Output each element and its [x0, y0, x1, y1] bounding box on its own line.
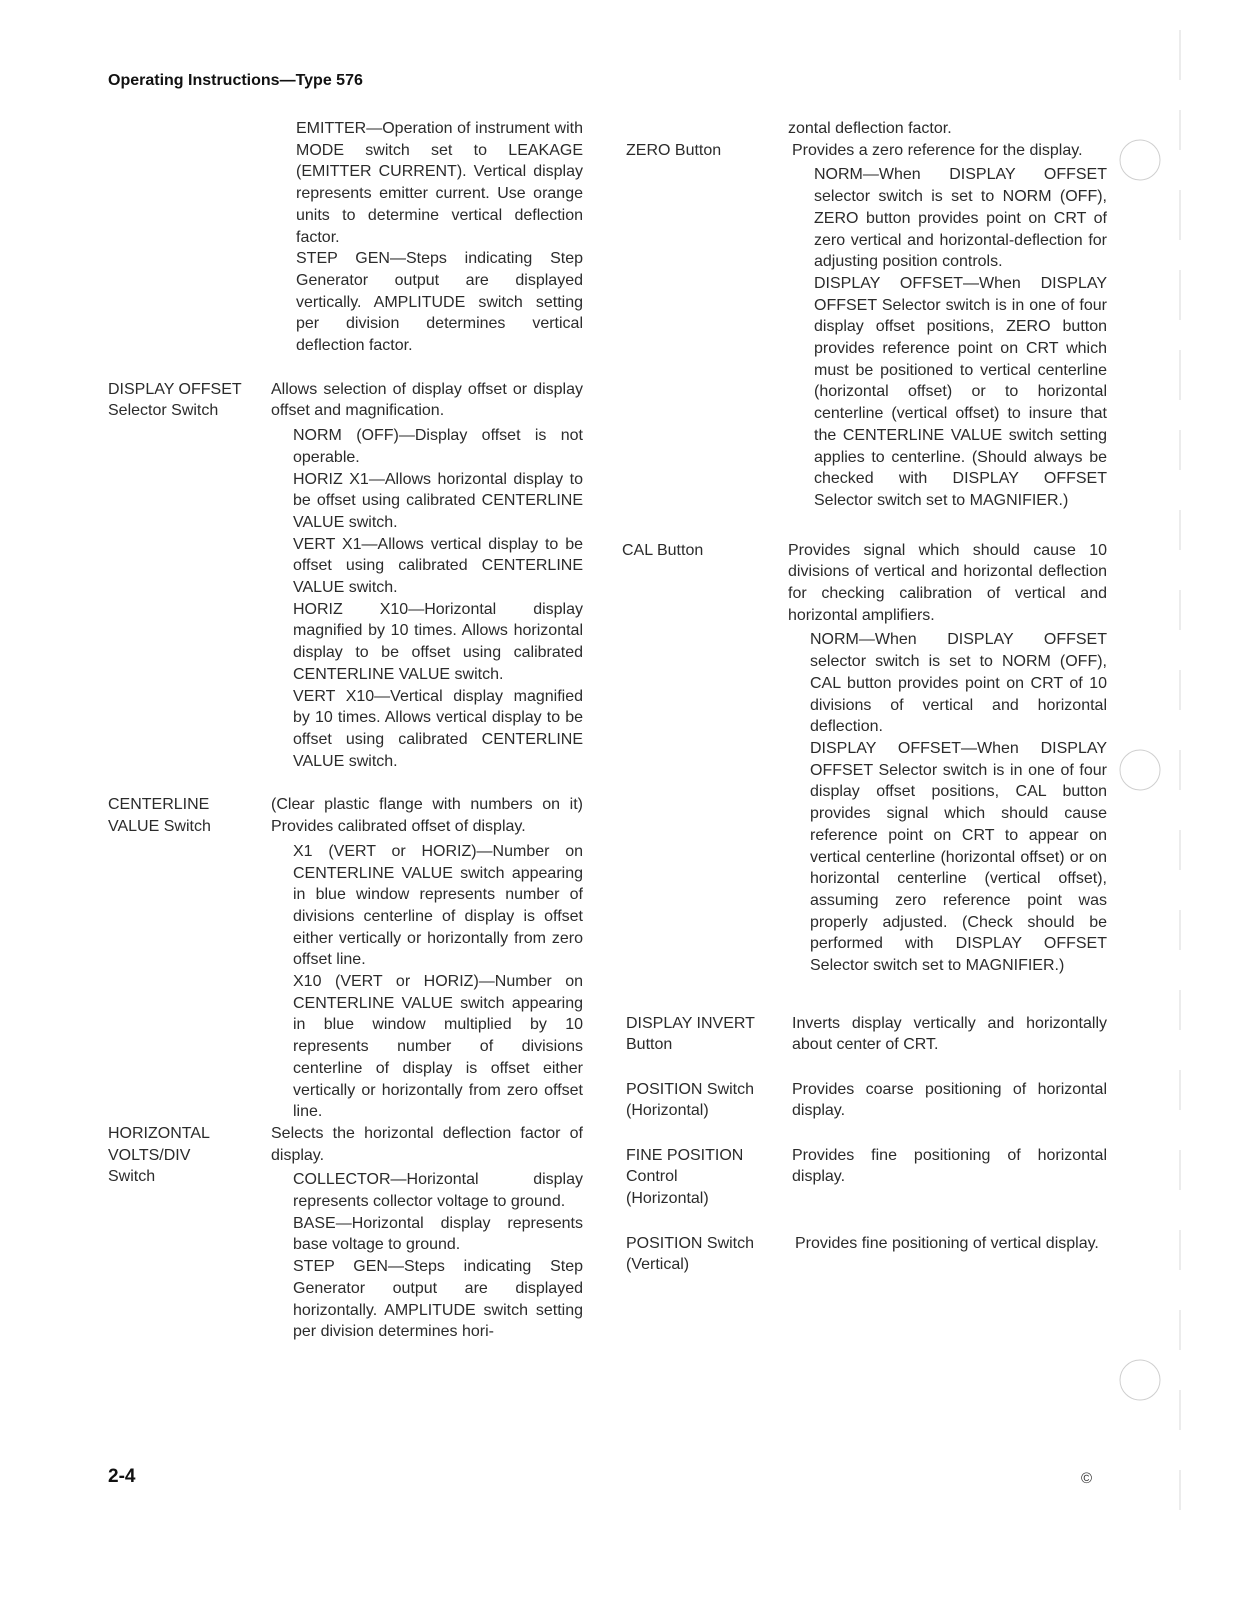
subitem: X10 (VERT or HORIZ)—Number on CENTERLINE VALUE switch appearing in blue window multiplied by 10 represents number of divisions centerline of display is offset either vertically or horizontally from zero offset line.	[293, 973, 583, 1121]
subitem: X1 (VERT or HORIZ)—Number on CENTERLINE VALUE switch appearing in blue window represents number of divisions centerline of display is offset either vertically or horizontally from zero offset line.	[293, 842, 583, 969]
subitem: DISPLAY OFFSET—When DISPLAY OFFSET Selector switch is in one of four display offset positions, CAL button provides signal which should cause reference point on CRT to appear on vertical centerline (horizontal offset) or on horizontal centerline (vertical offset), assuming zero reference point was properly adjusted. (Check should be performed with DISPLAY OFFSET Selector switch set to MAGNIFIER.)	[810, 739, 1107, 975]
binder-hole-marks	[1118, 0, 1198, 1600]
subitem: VERT X10—Vertical display magnified by 10 times. Allows vertical display to be offset using calibrated CENTERLINE VALUE switch.	[293, 687, 583, 770]
entry-term: HORIZONTAL VOLTS/DIV Switch	[108, 1124, 210, 1186]
entry-zero-button	[622, 140, 1107, 512]
right-top-continuation	[652, 118, 1107, 140]
entry-description	[271, 794, 583, 1123]
entry-description-text: Selects the horizontal deflection factor of display.	[271, 1124, 583, 1164]
continuation-paragraph: EMITTER—Operation of instrument with MODE switch set to LEAKAGE (EMITTER CURRENT). Vertical display represents emitter current. Use orange units to determine vertical deflection factor.	[296, 120, 583, 246]
entry-subitems	[293, 425, 583, 772]
entry-term: FINE POSITION Control (Horizontal)	[626, 1146, 744, 1208]
binder-hole-icon	[1120, 140, 1160, 180]
entry-description-text: Inverts display vertically and horizontally about center of CRT.	[792, 1014, 1107, 1054]
subitem: HORIZ X10—Horizontal display magnified by 10 times. Allows horizontal display to be offset using calibrated CENTERLINE VALUE switch.	[293, 600, 583, 683]
entry-subitems	[293, 1169, 583, 1343]
entry-position-switch-vertical	[622, 1233, 1107, 1277]
entry-description	[788, 540, 1107, 977]
right-column	[622, 118, 1107, 1277]
entry-description	[792, 1145, 1107, 1211]
entry-subitems	[814, 164, 1107, 511]
entry-fine-position-control	[622, 1145, 1107, 1211]
left-top-continuation	[108, 118, 583, 357]
entry-description	[271, 379, 583, 773]
entry-description	[792, 140, 1107, 512]
entry-description-text: (Clear plastic flange with numbers on it) Provides calibrated offset of display.	[271, 796, 583, 836]
entry-subitems	[810, 629, 1107, 976]
page-header: Operating Instructions—Type 576	[108, 72, 363, 89]
page-number: 2-4	[108, 1466, 136, 1487]
entry-description	[795, 1233, 1107, 1277]
subitem: COLLECTOR—Horizontal display represents collector voltage to ground.	[293, 1171, 583, 1211]
binder-hole-icon	[1120, 1360, 1160, 1400]
subitem: DISPLAY OFFSET—When DISPLAY OFFSET Selector switch is in one of four display offset positions, ZERO button provides reference point on CRT which must be positioned to vertical centerline (horizontal offset) or to horizontal centerline (vertical offset) to insure that the CENTERLINE VALUE switch setting applies to centerline. (Should always be checked with DISPLAY OFFSET Selector switch set to MAGNIFIER.)	[814, 274, 1107, 509]
copyright-mark: ©	[1081, 1470, 1093, 1487]
entry-description	[271, 1123, 583, 1343]
entry-display-offset-selector	[108, 379, 583, 773]
entry-description-text: Provides fine positioning of vertical display.	[795, 1234, 1099, 1252]
subitem: BASE—Horizontal display represents base voltage to ground.	[293, 1214, 583, 1254]
entry-position-switch-horizontal	[622, 1079, 1107, 1123]
entry-term: POSITION Switch (Horizontal)	[626, 1080, 755, 1120]
entry-term: CENTERLINE VALUE Switch	[108, 796, 211, 836]
entry-description	[792, 1013, 1107, 1057]
subitem: STEP GEN—Steps indicating Step Generator output are displayed horizontally. AMPLITUDE switch setting per division determines hori-	[293, 1258, 583, 1341]
subitem: NORM—When DISPLAY OFFSET selector switch is set to NORM (OFF), CAL button provides point on CRT of 10 divisions of vertical and horizontal deflection.	[810, 631, 1107, 736]
entry-description-text: Provides fine positioning of horizontal display.	[792, 1146, 1107, 1186]
entry-display-invert-button	[622, 1013, 1107, 1057]
subitem: VERT X1—Allows vertical display to be offset using calibrated CENTERLINE VALUE switch.	[293, 535, 583, 597]
subitem: NORM (OFF)—Display offset is not operable.	[293, 427, 583, 466]
entry-subitems	[293, 841, 583, 1123]
entry-horizontal-volts-div-switch	[108, 1123, 583, 1343]
continuation-paragraph: zontal deflection factor.	[788, 120, 952, 137]
binder-hole-icon	[1120, 750, 1160, 790]
left-column	[108, 118, 583, 1343]
entry-description-text: Provides a zero reference for the display.	[792, 141, 1083, 159]
entry-cal-button	[622, 540, 1107, 977]
entry-description-text: Allows selection of display offset or display offset and magnification.	[271, 380, 583, 420]
entry-description-text: Provides signal which should cause 10 divisions of vertical and horizontal deflection for checking calibration of vertical and horizontal amplifiers.	[788, 541, 1107, 624]
entry-term: POSITION Switch (Vertical)	[626, 1234, 755, 1274]
entry-centerline-value-switch	[108, 794, 583, 1123]
entry-term: DISPLAY INVERT Button	[626, 1014, 755, 1054]
entry-description	[792, 1079, 1107, 1123]
entry-term: CAL Button	[622, 541, 704, 559]
entry-term: ZERO Button	[626, 141, 722, 159]
subitem: NORM—When DISPLAY OFFSET selector switch is set to NORM (OFF), ZERO button provides point on CRT of zero vertical and horizontal-deflection for adjusting position controls.	[814, 166, 1107, 271]
entry-term: DISPLAY OFFSET Selector Switch	[108, 380, 242, 420]
subitem: HORIZ X1—Allows horizontal display to be offset using calibrated CENTERLINE VALUE switch.	[293, 470, 583, 531]
entry-description-text: Provides coarse positioning of horizontal display.	[792, 1080, 1107, 1120]
continuation-paragraph: STEP GEN—Steps indicating Step Generator output are displayed vertically. AMPLITUDE switch setting per division determines vertical deflection factor.	[296, 250, 583, 355]
